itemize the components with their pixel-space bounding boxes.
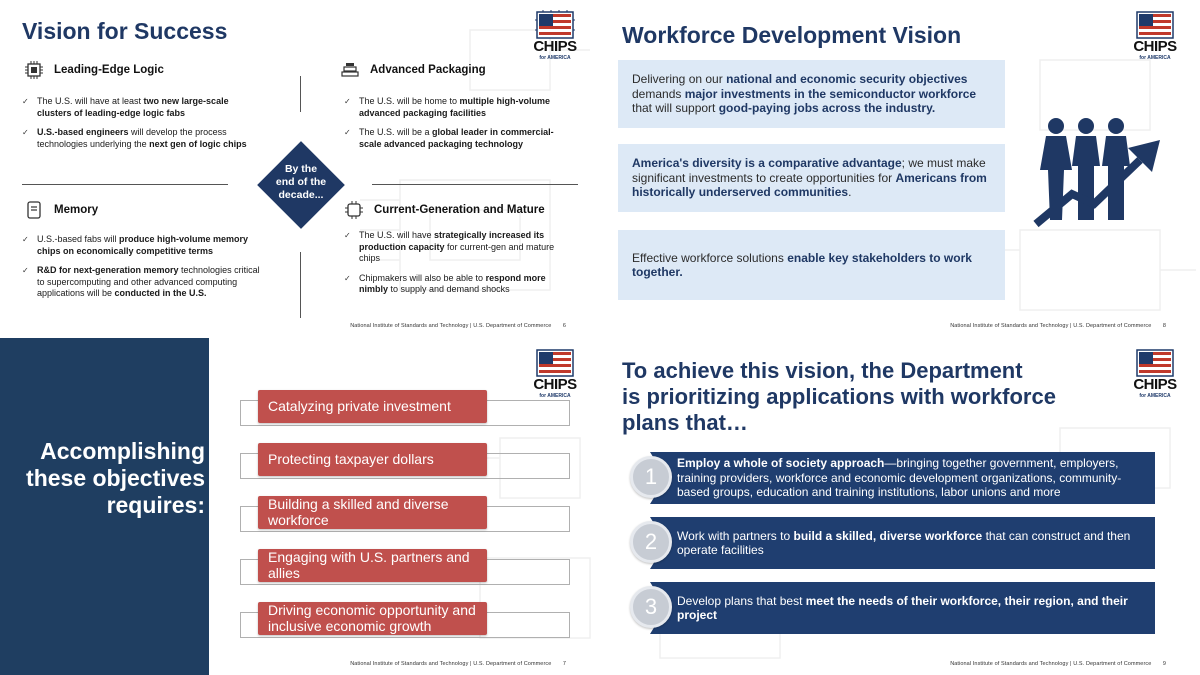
center-diamond	[258, 142, 344, 228]
footer-org: National Institute of Standards and Technology | U.S. Department of Commerce	[950, 323, 1152, 329]
box-text: ; we must make significant investments to create opportunities for	[632, 156, 986, 185]
bullet-text: The U.S. will be a	[359, 127, 433, 137]
chip-outline-icon	[344, 200, 364, 220]
quad-heading-label: Leading-Edge Logic	[54, 64, 164, 76]
slide-footer	[350, 323, 566, 329]
requirement-pill: Building a skilled and diverse workforce	[258, 496, 487, 529]
page-number: 9	[1162, 661, 1166, 667]
logo-sub: for AMERICA	[539, 55, 571, 61]
requirement-item	[240, 496, 570, 542]
logo-sub: for AMERICA	[539, 393, 571, 399]
bullet-emphasis: produce high-volume memory chips on economically competitive terms	[37, 234, 249, 256]
diamond-line: decade...	[278, 189, 324, 201]
bullet-emphasis: multiple high-volume advanced packaging facilities	[359, 96, 551, 118]
step-text	[677, 452, 1147, 504]
footer-org: National Institute of Standards and Technology | U.S. Department of Commerce	[350, 661, 552, 667]
logo-word: CHIPS	[533, 376, 577, 393]
bullet	[22, 234, 260, 257]
divider	[372, 184, 578, 185]
bullet	[344, 230, 576, 265]
title-line: plans that…	[622, 410, 748, 435]
slide-heading	[0, 438, 205, 519]
box-text: Effective workforce solutions	[632, 250, 788, 265]
bullet-text: Chipmakers will also be able to	[359, 272, 486, 283]
requirement-item	[240, 390, 570, 436]
bullet-text: The U.S. will have at least	[37, 96, 144, 106]
chips-logo	[1132, 10, 1178, 66]
step-number: 3	[630, 586, 672, 628]
page-number: 8	[1162, 323, 1166, 329]
box-emphasis: enable key stakeholders to work together.	[632, 250, 972, 279]
requirement-item	[240, 443, 570, 489]
bullet-text: to supply and demand shocks	[388, 284, 510, 294]
step-emphasis: build a skilled, diverse workforce	[793, 528, 983, 543]
quad-heading-label: Advanced Packaging	[370, 64, 486, 76]
bullet-emphasis: respond more nimbly	[359, 272, 546, 294]
vision-box-text	[632, 251, 991, 280]
requirement-pill: Catalyzing private investment	[258, 390, 487, 423]
step-body: that can construct and then operate facilities	[677, 528, 1131, 557]
diamond-line: end of the	[275, 176, 327, 188]
heading-line: requires:	[106, 492, 205, 518]
step-body: Develop plans that best	[677, 593, 806, 608]
title-line: To achieve this vision, the Department	[622, 358, 1023, 383]
diamond-text	[258, 163, 344, 202]
package-layers-icon	[340, 60, 360, 80]
box-text: that will support	[632, 101, 719, 116]
step-number: 1	[630, 456, 672, 498]
step-body: —bringing together government, employers, training providers, workforce and economic development organizations, community-based groups, education and training institutions, labor unions and more	[677, 456, 1122, 500]
bullet-text: U.S.-based fabs will	[37, 234, 120, 244]
bullet-emphasis: two new large-scale clusters of leading-edge logic fabs	[37, 96, 229, 118]
page-number: 6	[562, 323, 566, 329]
bullet	[22, 96, 252, 119]
slide-accomplishing-objectives	[0, 338, 600, 675]
bullet-text: The U.S. will have	[359, 230, 435, 240]
flag-chip-icon	[1135, 348, 1175, 378]
packaging-heading	[340, 60, 486, 80]
footer-org: National Institute of Standards and Technology | U.S. Department of Commerce	[350, 323, 552, 329]
bullet-emphasis: U.S.-based engineers	[37, 127, 129, 137]
mature-bullets	[344, 230, 576, 304]
box-text: demands	[632, 86, 685, 101]
step-1	[630, 452, 1155, 504]
chip-icon	[24, 60, 44, 80]
slide-prioritizing-applications	[600, 338, 1200, 675]
quad-heading-label: Current-Generation and Mature	[374, 204, 545, 216]
bullet	[22, 265, 260, 300]
requirement-item	[240, 602, 570, 648]
logo-sub: for AMERICA	[1139, 393, 1171, 399]
flag-chip-icon	[535, 10, 575, 40]
slide-footer	[350, 661, 566, 667]
step-body: Work with partners to	[677, 528, 794, 543]
step-text	[677, 582, 1147, 634]
step-emphasis: Employ a whole of society approach	[677, 456, 885, 471]
requirement-pill: Engaging with U.S. partners and allies	[258, 549, 487, 582]
logo-word: CHIPS	[533, 38, 577, 55]
step-number: 2	[630, 521, 672, 563]
memory-bullets	[22, 234, 260, 308]
vision-box-text	[632, 156, 991, 200]
slide-vision-for-success	[0, 0, 600, 337]
slide-workforce-vision	[600, 0, 1200, 337]
vision-box-3	[618, 230, 1005, 300]
divider	[300, 76, 301, 112]
bullet-emphasis: R&D for next-generation memory	[37, 265, 179, 275]
divider	[300, 252, 301, 318]
bullet-text: The U.S. will be home to	[359, 96, 460, 106]
logic-heading	[24, 60, 164, 80]
requirement-pill: Protecting taxpayer dollars	[258, 443, 487, 476]
packaging-bullets	[344, 96, 576, 158]
mature-heading	[344, 200, 545, 220]
workforce-growth-icon	[1032, 112, 1172, 232]
flag-chip-icon	[1135, 10, 1175, 40]
vision-box-1	[618, 60, 1005, 128]
bullet	[22, 127, 252, 150]
logo-word: CHIPS	[1133, 376, 1177, 393]
slide-footer	[950, 661, 1166, 667]
logo-word: CHIPS	[1133, 38, 1177, 55]
box-text: .	[848, 185, 852, 200]
box-emphasis: good-paying jobs across the industry.	[718, 101, 936, 116]
slide-title	[622, 358, 1102, 436]
bullet-emphasis: next gen of logic chips	[149, 138, 247, 149]
logic-bullets	[22, 96, 252, 158]
bullet	[344, 96, 576, 119]
title-line: is prioritizing applications with workforce	[622, 384, 1056, 409]
bullet-text: will develop the process technologies underlying the	[37, 127, 227, 149]
slide-title: Vision for Success	[22, 18, 228, 44]
bullet-emphasis: conducted in the U.S.	[114, 288, 207, 298]
box-text: Delivering on our	[632, 72, 727, 87]
vision-box-2	[618, 144, 1005, 212]
box-emphasis: major investments in the semiconductor workforce	[684, 86, 977, 101]
requirement-item	[240, 549, 570, 595]
box-emphasis: Americans from historically underserved communities	[632, 170, 987, 200]
bullet-text: technologies critical to supercomputing and other advanced computing applications will be	[37, 265, 260, 298]
memory-chip-icon	[24, 200, 44, 220]
chips-logo	[532, 10, 578, 66]
box-emphasis: national and economic security objectives	[726, 72, 968, 87]
quad-heading-label: Memory	[54, 204, 99, 216]
box-emphasis: America's diversity is a comparative advantage	[632, 156, 902, 171]
page-number: 7	[562, 661, 566, 667]
heading-line: these objectives	[26, 465, 205, 491]
memory-heading	[24, 200, 98, 220]
slide-title: Workforce Development Vision	[622, 22, 962, 48]
footer-org: National Institute of Standards and Technology | U.S. Department of Commerce	[950, 661, 1152, 667]
heading-line: Accomplishing	[40, 438, 205, 464]
bullet-emphasis: strategically increased its production capacity	[359, 230, 545, 252]
vision-box-text	[632, 72, 991, 116]
bullet	[344, 273, 576, 296]
slide-footer	[950, 323, 1166, 329]
step-emphasis: meet the needs of their workforce, their region, and their project	[677, 593, 1128, 622]
step-2	[630, 517, 1155, 569]
bullet	[344, 127, 576, 150]
flag-chip-icon	[535, 348, 575, 378]
bullet-emphasis: global leader in commercial-scale advanced packaging technology	[359, 127, 554, 149]
step-3	[630, 582, 1155, 634]
bullet-text: for current-gen and mature chips	[359, 241, 555, 263]
step-text	[677, 517, 1147, 569]
chips-logo	[1132, 348, 1178, 404]
requirement-pill: Driving economic opportunity and inclusive economic growth	[258, 602, 487, 635]
divider	[22, 184, 228, 185]
logo-sub: for AMERICA	[1139, 55, 1171, 61]
diamond-line: By the	[284, 163, 318, 175]
